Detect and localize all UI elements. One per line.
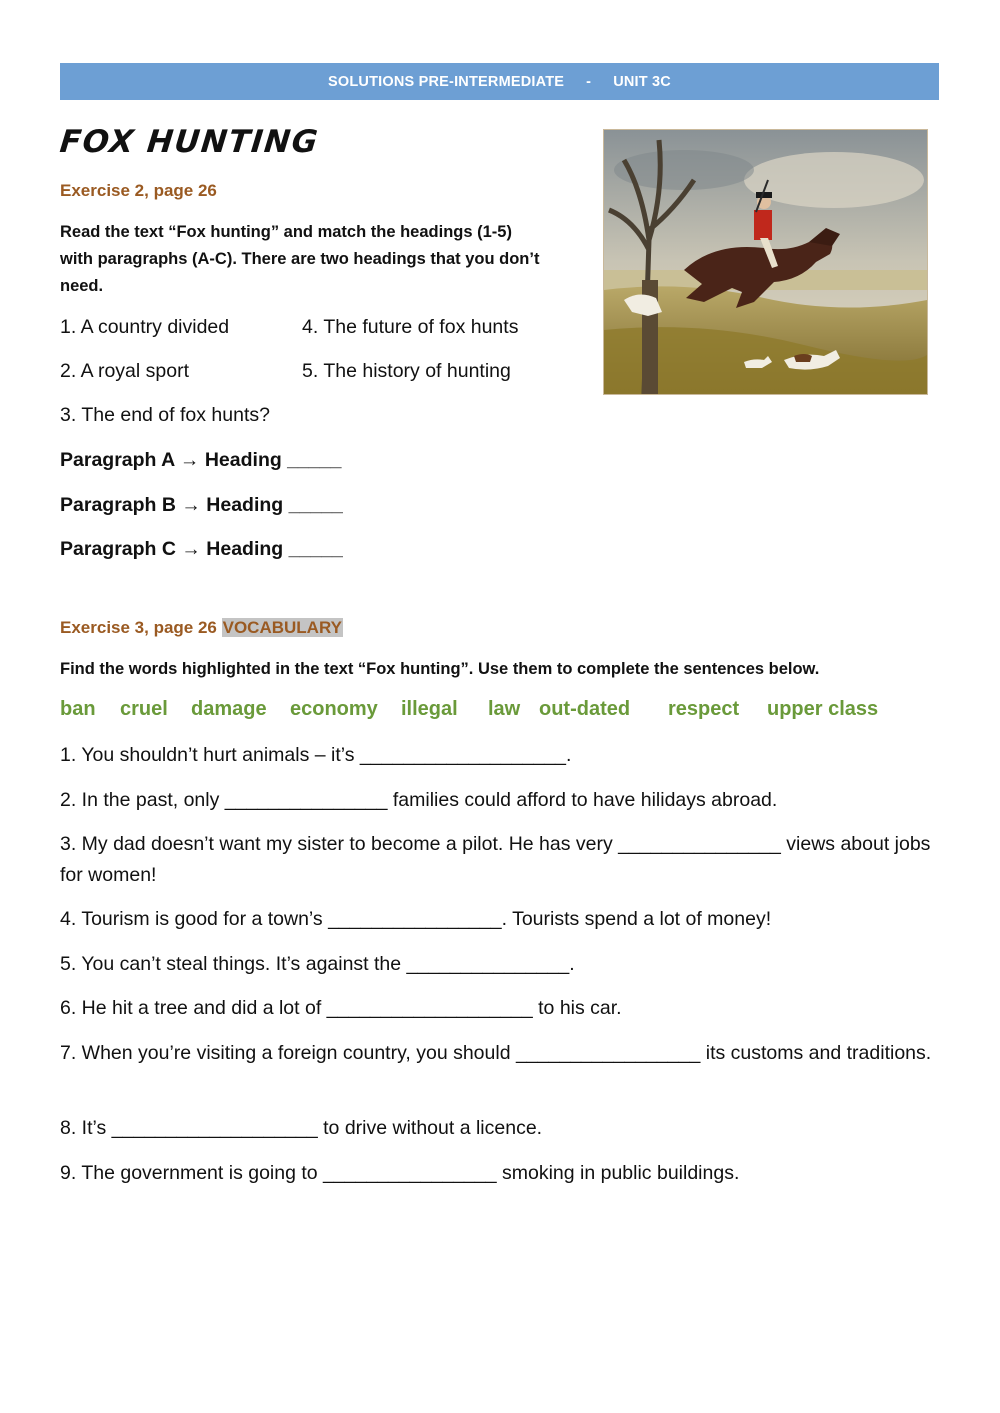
exercise3-instructions: Find the words highlighted in the text “Fox hunting”. Use them to complete the sentences below.	[60, 660, 820, 678]
heading-option-5: 5. The history of hunting	[302, 360, 511, 382]
exercise2-instructions-2: with paragraphs (A-C). There are two headings that you don’t	[60, 250, 540, 268]
sentence-2[interactable]: 2. In the past, only _______________ families could afford to have hilidays abroad.	[60, 789, 778, 811]
word-bank-item: respect	[668, 698, 740, 720]
exercise2-instructions-1: Read the text “Fox hunting” and match the headings (1-5)	[60, 223, 512, 241]
sentence-3[interactable]: 3. My dad doesn’t want my sister to become a pilot. He has very _______________ views about jobs for women!	[60, 833, 931, 886]
exercise2-instructions-3: need.	[60, 277, 104, 295]
sentence-1[interactable]: 1. You shouldn’t hurt animals – it’s ___________________.	[60, 744, 572, 766]
sentence-7[interactable]: 7. When you’re visiting a foreign country, you should _________________ its customs and traditions.	[60, 1042, 932, 1064]
header-unit: UNIT 3C	[613, 73, 671, 90]
sentence-6[interactable]: 6. He hit a tree and did a lot of ___________________ to his car.	[60, 997, 622, 1019]
heading-option-2: 2. A royal sport	[60, 360, 189, 382]
paragraph-b-line[interactable]: Paragraph B → Heading _____	[60, 494, 343, 516]
vocabulary-label: VOCABULARY	[222, 618, 342, 637]
paragraph-a-line[interactable]: Paragraph A → Heading _____	[60, 449, 342, 471]
heading-option-3: 3. The end of fox hunts?	[60, 404, 270, 426]
word-bank-item: law	[488, 698, 521, 720]
header-separator: -	[586, 73, 592, 90]
sentence-4[interactable]: 4. Tourism is good for a town’s ________________. Tourists spend a lot of money!	[60, 908, 772, 930]
word-bank-item: economy	[290, 698, 378, 720]
word-bank-item: cruel	[120, 698, 168, 720]
painting-illustration	[604, 130, 927, 394]
exercise2-heading: Exercise 2, page 26	[60, 181, 217, 200]
heading-option-4: 4. The future of fox hunts	[302, 316, 519, 338]
page-title: FOX HUNTING	[58, 124, 321, 160]
word-bank-item: ban	[60, 698, 96, 720]
word-bank-item: damage	[191, 698, 267, 720]
word-bank-item: illegal	[401, 698, 458, 720]
heading-option-1: 1. A country divided	[60, 316, 230, 338]
sentence-8[interactable]: 8. It’s ___________________ to drive without a licence.	[60, 1117, 543, 1139]
header-course: SOLUTIONS PRE-INTERMEDIATE	[328, 73, 565, 90]
header-bar	[60, 63, 939, 100]
word-bank-item: out-dated	[539, 698, 631, 720]
word-bank-item: upper class	[767, 698, 879, 720]
sentence-9[interactable]: 9. The government is going to ________________ smoking in public buildings.	[60, 1162, 740, 1184]
exercise3-heading: Exercise 3, page 26	[60, 618, 217, 637]
fox-hunting-painting	[603, 129, 928, 395]
sentence-5[interactable]: 5. You can’t steal things. It’s against the _______________.	[60, 953, 575, 975]
paragraph-c-line[interactable]: Paragraph C → Heading _____	[60, 538, 343, 560]
exercise3-heading-line	[60, 618, 343, 638]
